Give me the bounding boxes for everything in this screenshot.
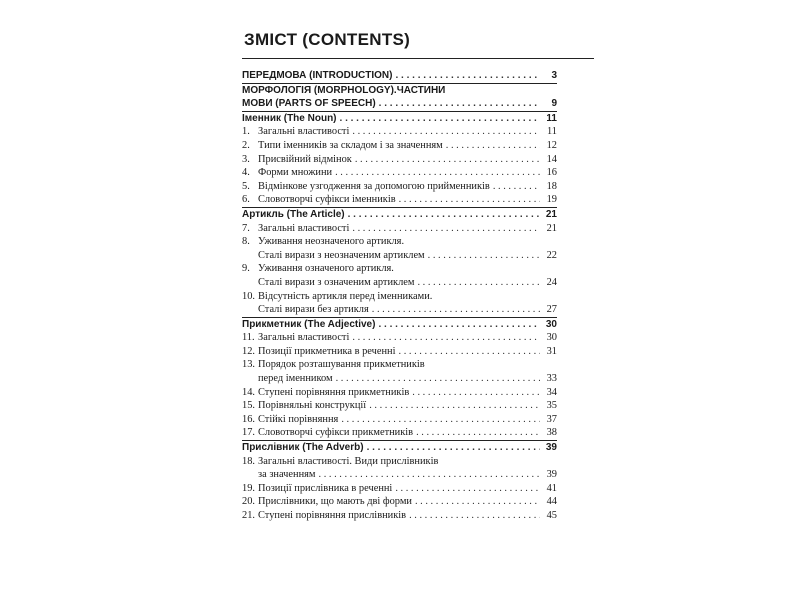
toc-page-number: 37 bbox=[546, 413, 557, 425]
toc-dot-leader bbox=[348, 208, 540, 222]
toc-dot-leader bbox=[395, 482, 540, 496]
toc-entry-title: Прислівник (The Adverb) bbox=[242, 442, 364, 454]
toc-dot-leader bbox=[416, 426, 540, 440]
toc-page-number: 18 bbox=[546, 180, 557, 192]
toc-entry-number: 4. bbox=[242, 167, 250, 179]
toc-entry-number: 13. bbox=[242, 359, 255, 371]
toc-entry bbox=[242, 482, 557, 496]
toc-entry bbox=[242, 372, 557, 386]
toc-entry-title-line1: МОРФОЛОГІЯ (MORPHOLOGY).ЧАСТИНИ bbox=[242, 84, 446, 96]
toc-entry-title: перед іменником bbox=[258, 373, 333, 385]
toc-entry bbox=[242, 276, 557, 290]
toc-entry-title: Ступені порівняння прикметників bbox=[258, 386, 410, 398]
toc-entry-number: 7. bbox=[242, 222, 250, 234]
toc-entry-title: Загальні властивості bbox=[258, 332, 350, 344]
toc-entry-number: 2. bbox=[242, 139, 250, 151]
toc-page-number: 11 bbox=[546, 126, 557, 138]
toc-page-number: 35 bbox=[546, 400, 557, 412]
toc-dot-leader bbox=[417, 276, 540, 290]
toc-entry-first-line bbox=[242, 235, 557, 249]
toc-entry-first-line bbox=[242, 455, 557, 469]
toc-entry-title: Присвійний відмінок bbox=[258, 153, 352, 165]
toc-entry-first-line bbox=[242, 358, 557, 372]
toc-entry-title: ПЕРЕДМОВА (INTRODUCTION) bbox=[242, 70, 393, 81]
toc-dot-leader bbox=[367, 441, 540, 455]
toc-entry-number: 10. bbox=[242, 290, 255, 302]
toc-entry-first-line bbox=[242, 262, 557, 276]
toc-dot-leader bbox=[399, 193, 540, 207]
toc-dot-leader bbox=[369, 399, 540, 413]
toc-entry-number: 19. bbox=[242, 482, 255, 494]
toc-dot-leader bbox=[395, 69, 540, 83]
toc-entry-title: Позиції прислівника в реченні bbox=[258, 482, 393, 494]
toc-entry-number: 20. bbox=[242, 496, 255, 508]
toc-page-number: 16 bbox=[546, 167, 557, 179]
toc-dot-leader bbox=[352, 125, 540, 139]
toc-entry bbox=[242, 426, 557, 440]
toc-page-number: 41 bbox=[546, 482, 557, 494]
toc-dot-leader bbox=[319, 468, 541, 482]
toc-page-number: 24 bbox=[546, 276, 557, 288]
toc-entry-number: 14. bbox=[242, 386, 255, 398]
toc-entry bbox=[242, 345, 557, 359]
toc-section-heading bbox=[242, 112, 557, 126]
toc-entry-number: 12. bbox=[242, 345, 255, 357]
toc-page-number: 11 bbox=[546, 112, 557, 124]
toc-dot-leader bbox=[340, 112, 540, 126]
toc-entry-title: Іменник (The Noun) bbox=[242, 112, 337, 124]
toc-page-number: 44 bbox=[546, 496, 557, 508]
toc-section-heading bbox=[242, 69, 557, 83]
toc-entry-number: 17. bbox=[242, 427, 255, 439]
toc-page-number: 19 bbox=[546, 194, 557, 206]
toc-page-number: 27 bbox=[546, 304, 557, 316]
toc-page-number: 33 bbox=[546, 373, 557, 385]
toc-entry-title: Сталі вирази з неозначеним артиклем bbox=[258, 249, 425, 261]
toc-entry-title: Загальні властивості bbox=[258, 126, 350, 138]
toc-entry-first-line bbox=[242, 84, 557, 98]
toc-entry-number: 3. bbox=[242, 153, 250, 165]
toc-entry bbox=[242, 125, 557, 139]
toc-entry-title: МОВИ (PARTS OF SPEECH) bbox=[242, 98, 376, 110]
toc-entry-title-line1: Уживання неозначеного артикля. bbox=[258, 236, 405, 248]
toc-entry-number: 21. bbox=[242, 510, 255, 521]
toc-entry bbox=[242, 180, 557, 194]
toc-page-number: 30 bbox=[545, 318, 557, 330]
toc-entry-title: Артикль (The Article) bbox=[242, 208, 345, 220]
toc-dot-leader bbox=[352, 222, 540, 236]
toc-page-number: 34 bbox=[546, 386, 557, 398]
toc-page-number: 3 bbox=[551, 70, 557, 81]
toc-entry-title: Стійкі порівняння bbox=[258, 413, 339, 425]
toc-entry-number: 1. bbox=[242, 126, 250, 138]
toc-entry bbox=[242, 249, 557, 263]
toc-section-heading bbox=[242, 97, 557, 111]
toc-entry-title: Сталі вирази з означеним артиклем bbox=[258, 276, 415, 288]
toc-entry bbox=[242, 399, 557, 413]
toc-entry-title: Ступені порівняння прислівників bbox=[258, 510, 407, 521]
toc-page-number: 38 bbox=[546, 427, 557, 439]
toc-entry-title: Прислівники, що мають дві форми bbox=[258, 496, 412, 508]
toc-entry-number: 11. bbox=[242, 332, 255, 344]
toc-page-number: 9 bbox=[551, 98, 557, 110]
toc-dot-leader bbox=[446, 139, 540, 153]
toc-page-number: 39 bbox=[546, 469, 557, 481]
toc-page-number: 22 bbox=[546, 249, 557, 261]
toc-entry bbox=[242, 166, 557, 180]
toc-dot-leader bbox=[335, 166, 540, 180]
toc-entry-number: 15. bbox=[242, 400, 255, 412]
toc-entry-title: Прикметник (The Adjective) bbox=[242, 318, 376, 330]
toc-dot-leader bbox=[336, 372, 540, 386]
table-of-contents bbox=[242, 69, 557, 523]
toc-section-heading bbox=[242, 441, 557, 455]
toc-entry-title: Типи іменників за складом і за значенням bbox=[258, 139, 443, 151]
toc-entry bbox=[242, 303, 557, 317]
toc-page-number: 39 bbox=[545, 442, 557, 454]
toc-entry bbox=[242, 386, 557, 400]
toc-dot-leader bbox=[428, 249, 540, 263]
toc-entry bbox=[242, 331, 557, 345]
toc-dot-leader bbox=[415, 495, 540, 509]
toc-entry bbox=[242, 139, 557, 153]
book-page bbox=[242, 30, 557, 523]
toc-entry-title: Відмінкове узгодження за допомогою прийменників bbox=[258, 180, 490, 192]
toc-entry-title-line1: Відсутність артикля перед іменниками. bbox=[258, 290, 433, 302]
toc-dot-leader bbox=[409, 509, 540, 523]
toc-entry-title-line1: Загальні властивості. Види прислівників bbox=[258, 455, 439, 467]
toc-entry bbox=[242, 193, 557, 207]
toc-entry-title: Словотворчі суфікси іменників bbox=[258, 194, 396, 206]
toc-entry-title-line1: Порядок розташування прикметників bbox=[258, 359, 425, 371]
page-title: ЗМІСТ (CONTENTS) bbox=[242, 30, 594, 59]
toc-entry-title: Форми множини bbox=[258, 167, 333, 179]
toc-dot-leader bbox=[412, 386, 540, 400]
toc-entry-number: 9. bbox=[242, 263, 250, 275]
toc-entry bbox=[242, 495, 557, 509]
toc-page-number: 21 bbox=[545, 208, 557, 220]
toc-entry-title: Позиції прикметника в реченні bbox=[258, 345, 396, 357]
toc-entry bbox=[242, 153, 557, 167]
toc-entry bbox=[242, 413, 557, 427]
toc-entry-title: Загальні властивості bbox=[258, 222, 350, 234]
toc-entry bbox=[242, 222, 557, 236]
toc-entry-number: 16. bbox=[242, 413, 255, 425]
toc-dot-leader bbox=[355, 153, 540, 167]
toc-entry-number: 8. bbox=[242, 236, 250, 248]
toc-entry-title: за значенням bbox=[258, 469, 316, 481]
toc-entry-title-line1: Уживання означеного артикля. bbox=[258, 263, 394, 275]
toc-dot-leader bbox=[372, 303, 540, 317]
toc-entry bbox=[242, 468, 557, 482]
toc-dot-leader bbox=[399, 345, 540, 359]
toc-entry bbox=[242, 509, 557, 523]
toc-page-number: 30 bbox=[546, 332, 557, 344]
toc-dot-leader bbox=[493, 180, 540, 194]
toc-dot-leader bbox=[379, 97, 540, 111]
toc-page-number: 31 bbox=[546, 345, 557, 357]
toc-page-number: 21 bbox=[546, 222, 557, 234]
toc-entry-title: Словотворчі суфікси прикметників bbox=[258, 427, 414, 439]
toc-dot-leader bbox=[341, 413, 540, 427]
toc-entry-title: Сталі вирази без артикля bbox=[258, 304, 369, 316]
toc-entry-number: 18. bbox=[242, 455, 255, 467]
toc-page-number: 45 bbox=[546, 510, 557, 521]
toc-entry-number: 6. bbox=[242, 194, 250, 206]
toc-page-number: 12 bbox=[546, 139, 557, 151]
toc-section-heading bbox=[242, 208, 557, 222]
toc-entry-first-line bbox=[242, 290, 557, 304]
toc-dot-leader bbox=[378, 318, 540, 332]
toc-entry-number: 5. bbox=[242, 180, 250, 192]
toc-section-heading bbox=[242, 318, 557, 332]
toc-page-number: 14 bbox=[546, 153, 557, 165]
toc-entry-title: Порівняльні конструкції bbox=[258, 400, 367, 412]
toc-dot-leader bbox=[352, 331, 540, 345]
